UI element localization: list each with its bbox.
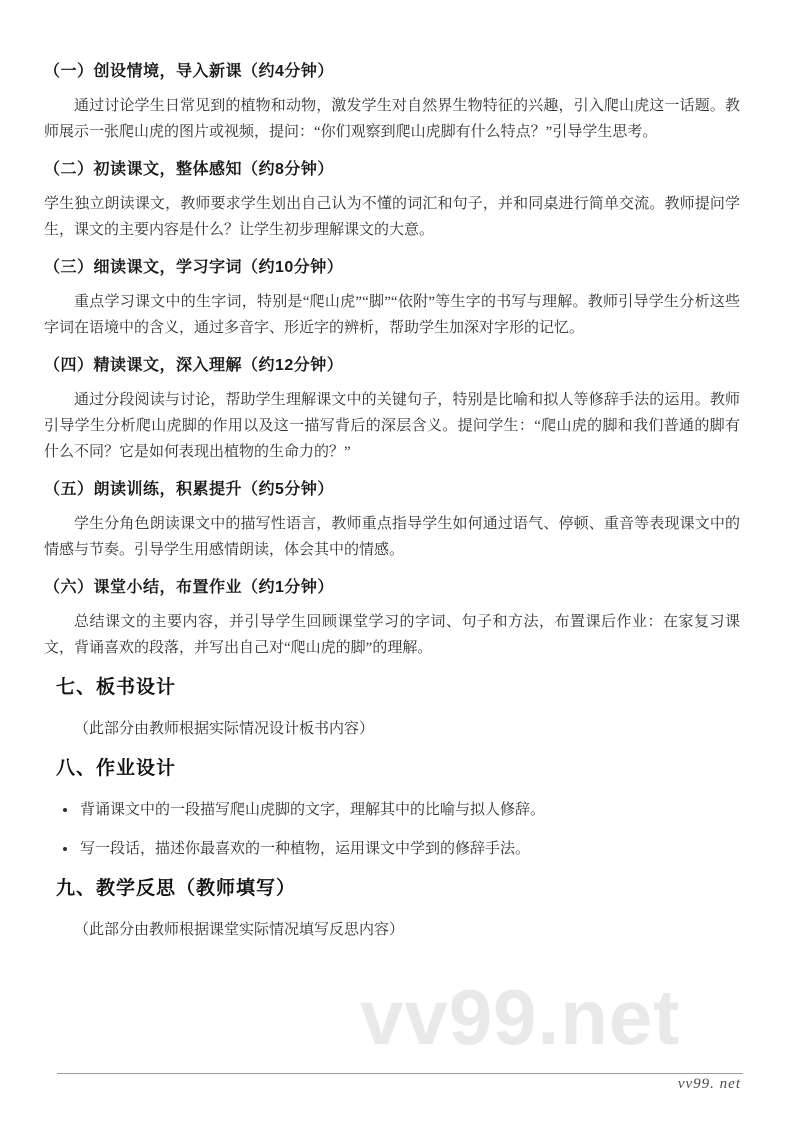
step-paragraph-6: 总结课文的主要内容，并引导学生回顾课堂学习的字词、句子和方法，布置课后作业：在家复习课文，背诵喜欢的段落，并写出自己对“爬山虎的脚”的理解。: [44, 614, 740, 656]
step-paragraph-1: 通过讨论学生日常见到的植物和动物，激发学生对自然界生物特征的兴趣，引入爬山虎这一话题。教师展示一张爬山虎的图片或视频，提问：“你们观察到爬山虎脚有什么特点？”引导学生思考。: [44, 98, 740, 140]
board-design-note: （此部分由教师根据实际情况设计板书内容）: [74, 721, 375, 737]
page-footer: [57, 1073, 743, 1093]
step-paragraph-3: 重点学习课文中的生字词，特别是“爬山虎”“脚”“依附”等生字的书写与理解。教师引导学生分析这些字词在语境中的含义，通过多音字、形近字的辨析，帮助学生加深对字形的记忆。: [44, 294, 740, 336]
step-heading-3: （三）细读课文，学习字词（约10分钟）: [44, 259, 344, 276]
step-heading-1: （一）创设情境，导入新课（约4分钟）: [44, 63, 334, 80]
step-heading-5: （五）朗读训练，积累提升（约5分钟）: [44, 481, 334, 498]
section-heading-homework-design: 八、作业设计: [56, 758, 177, 779]
section-heading-board-design: 七、板书设计: [56, 677, 177, 698]
step-paragraph-4: 通过分段阅读与讨论，帮助学生理解课文中的关键句子，特别是比喻和拟人等修辞手法的运用。教师引导学生分析爬山虎脚的作用以及这一描写背后的深层含义。提问学生：“爬山虎的脚和我们普通的脚有什么不同？它是如何表现出植物的生命力的？”: [44, 392, 740, 460]
site-watermark: vv99.net: [360, 973, 681, 1061]
homework-item-1: • 背诵课文中的一段描写爬山虎脚的文字，理解其中的比喻与拟人修辞。: [78, 797, 740, 823]
step-paragraph-5: 学生分角色朗读课文中的描写性语言，教师重点指导学生如何通过语气、停顿、重音等表现课文中的情感与节奏。引导学生用感情朗读，体会其中的情感。: [44, 516, 740, 558]
footer-site-label: vv99. net: [677, 1076, 741, 1092]
step-heading-4: （四）精读课文，深入理解（约12分钟）: [44, 357, 344, 374]
section-heading-teaching-reflection: 九、教学反思（教师填写）: [56, 878, 297, 899]
step-paragraph-2: 学生独立朗读课文，教师要求学生划出自己认为不懂的词汇和句子，并和同桌进行简单交流。教师提问学生，课文的主要内容是什么？让学生初步理解课文的大意。: [44, 196, 740, 238]
step-heading-6: （六）课堂小结，布置作业（约1分钟）: [44, 579, 334, 596]
teaching-reflection-note: （此部分由教师根据课堂实际情况填写反思内容）: [74, 922, 405, 938]
homework-item-2: • 写一段话，描述你最喜欢的一种植物，运用课文中学到的修辞手法。: [78, 836, 740, 862]
homework-list: [44, 797, 740, 862]
step-heading-2: （二）初读课文，整体感知（约8分钟）: [44, 161, 334, 178]
